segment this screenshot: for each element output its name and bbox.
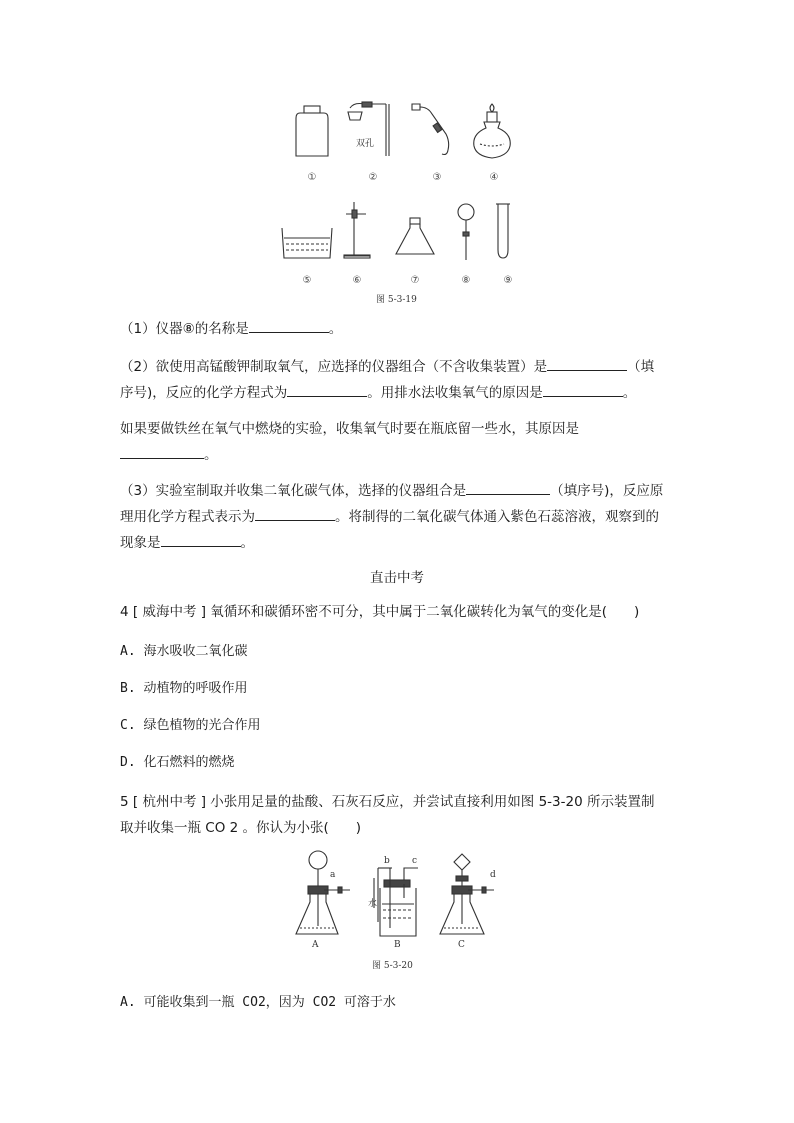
- q2-line2-end: 。: [622, 385, 637, 401]
- label-6: ⑥: [352, 275, 362, 286]
- question-part-3: [120, 478, 680, 556]
- question-4-stem: 4 [ 威海中考 ] 氧循环和碳循环密不可分，其中属于二氧化碳转化为氧气的变化是( ): [120, 604, 640, 620]
- q5-option-a[interactable]: A. 可能收集到一瓶 CO2，因为 CO2 可溶于水: [120, 995, 396, 1010]
- q4-option-c[interactable]: C. 绿色植物的光合作用: [120, 718, 261, 733]
- answer-blank[interactable]: [120, 442, 204, 459]
- answer-blank[interactable]: [547, 354, 627, 371]
- alcohol-lamp-icon: [474, 104, 511, 158]
- question-iron-wire: [120, 416, 680, 468]
- q5-line1: 5 [ 杭州中考 ] 小张用足量的盐酸、石灰石反应，并尝试直接利用如图 5-3-20 所示装置制: [120, 794, 655, 810]
- port-label-a: a: [330, 870, 336, 880]
- water-trough-icon: [282, 228, 332, 258]
- answer-blank[interactable]: [255, 504, 335, 521]
- q3-line2: 理用化学方程式表示为: [120, 509, 255, 525]
- iron-line2-end: 。: [204, 447, 218, 463]
- label-3: ③: [432, 172, 442, 183]
- figure-caption: 图 5-3-20: [372, 961, 413, 971]
- iron-stand-icon: [344, 202, 370, 258]
- label-5: ⑤: [302, 275, 312, 286]
- port-label-d: d: [490, 870, 496, 880]
- answer-blank[interactable]: [161, 530, 241, 547]
- question-5-stem: [120, 789, 700, 841]
- apparatus-abc-drawing: [290, 848, 510, 973]
- label-8: ⑧: [461, 275, 471, 286]
- q4-option-b[interactable]: B. 动植物的呼吸作用: [120, 681, 248, 696]
- figure-5-3-20: [290, 848, 510, 973]
- conical-flask-icon: [396, 218, 434, 254]
- port-label-b: b: [384, 856, 390, 866]
- answer-blank[interactable]: [466, 478, 550, 495]
- delivery-tube-icon: [412, 104, 449, 155]
- label-9: ⑨: [503, 275, 513, 286]
- answer-blank[interactable]: [287, 380, 367, 397]
- q4-option-a[interactable]: A. 海水吸收二氧化碳: [120, 644, 248, 659]
- section-heading: 直击中考: [370, 570, 424, 586]
- q4-option-d[interactable]: D. 化石燃料的燃烧: [120, 755, 235, 770]
- label-a: A: [312, 940, 319, 950]
- inset-text-two-hole: 双孔: [356, 139, 375, 149]
- q3-line1-end: （填序号)，反应原: [550, 483, 664, 499]
- apparatus-c-icon: [440, 854, 494, 934]
- iron-line1: 如果要做铁丝在氧气中燃烧的实验，收集氧气时要在瓶底留一些水，其原因是: [120, 421, 579, 437]
- q2-line2: 序号)，反应的化学方程式为: [120, 385, 288, 401]
- q1-end: 。: [328, 321, 343, 337]
- q5-line2: 取并收集一瓶 CO 2 。你认为小张( ): [120, 820, 362, 836]
- label-1: ①: [307, 172, 317, 183]
- label-4: ④: [489, 172, 499, 183]
- q2-line1: （2）欲使用高锰酸钾制取氧气，应选择的仪器组合（不含收集装置）是: [120, 359, 548, 375]
- q1-text: （1）仪器⑧的名称是: [120, 321, 249, 337]
- port-label-c: c: [412, 856, 418, 866]
- answer-blank[interactable]: [249, 316, 329, 333]
- figure-5-3-19: [270, 100, 530, 305]
- apparatus-b-icon: [374, 868, 418, 936]
- gas-collecting-bottle-icon: [296, 106, 328, 156]
- label-7: ⑦: [410, 275, 420, 286]
- question-part-2: [120, 354, 680, 406]
- long-neck-funnel-icon: [458, 204, 474, 260]
- test-tube-icon: [496, 204, 510, 258]
- q3-line3: 现象是: [120, 535, 161, 551]
- q3-line3-end: 。: [240, 535, 254, 551]
- label-b: B: [394, 940, 401, 950]
- answer-blank[interactable]: [543, 380, 623, 397]
- water-label: 水: [368, 899, 378, 909]
- q2-line1-end: （填: [627, 359, 655, 375]
- q3-line1: （3）实验室制取并收集二氧化碳气体，选择的仪器组合是: [120, 483, 467, 499]
- figure-caption: 图 5-3-19: [376, 295, 417, 305]
- apparatus-a-icon: [296, 851, 350, 934]
- question-part-1: [120, 316, 680, 342]
- label-2: ②: [368, 172, 378, 183]
- q2-line2-mid: 。用排水法收集氧气的原因是: [367, 385, 543, 401]
- label-c: C: [458, 940, 465, 950]
- q3-line2-end: 。将制得的二氧化碳气体通入紫色石蕊溶液，观察到的: [335, 509, 659, 525]
